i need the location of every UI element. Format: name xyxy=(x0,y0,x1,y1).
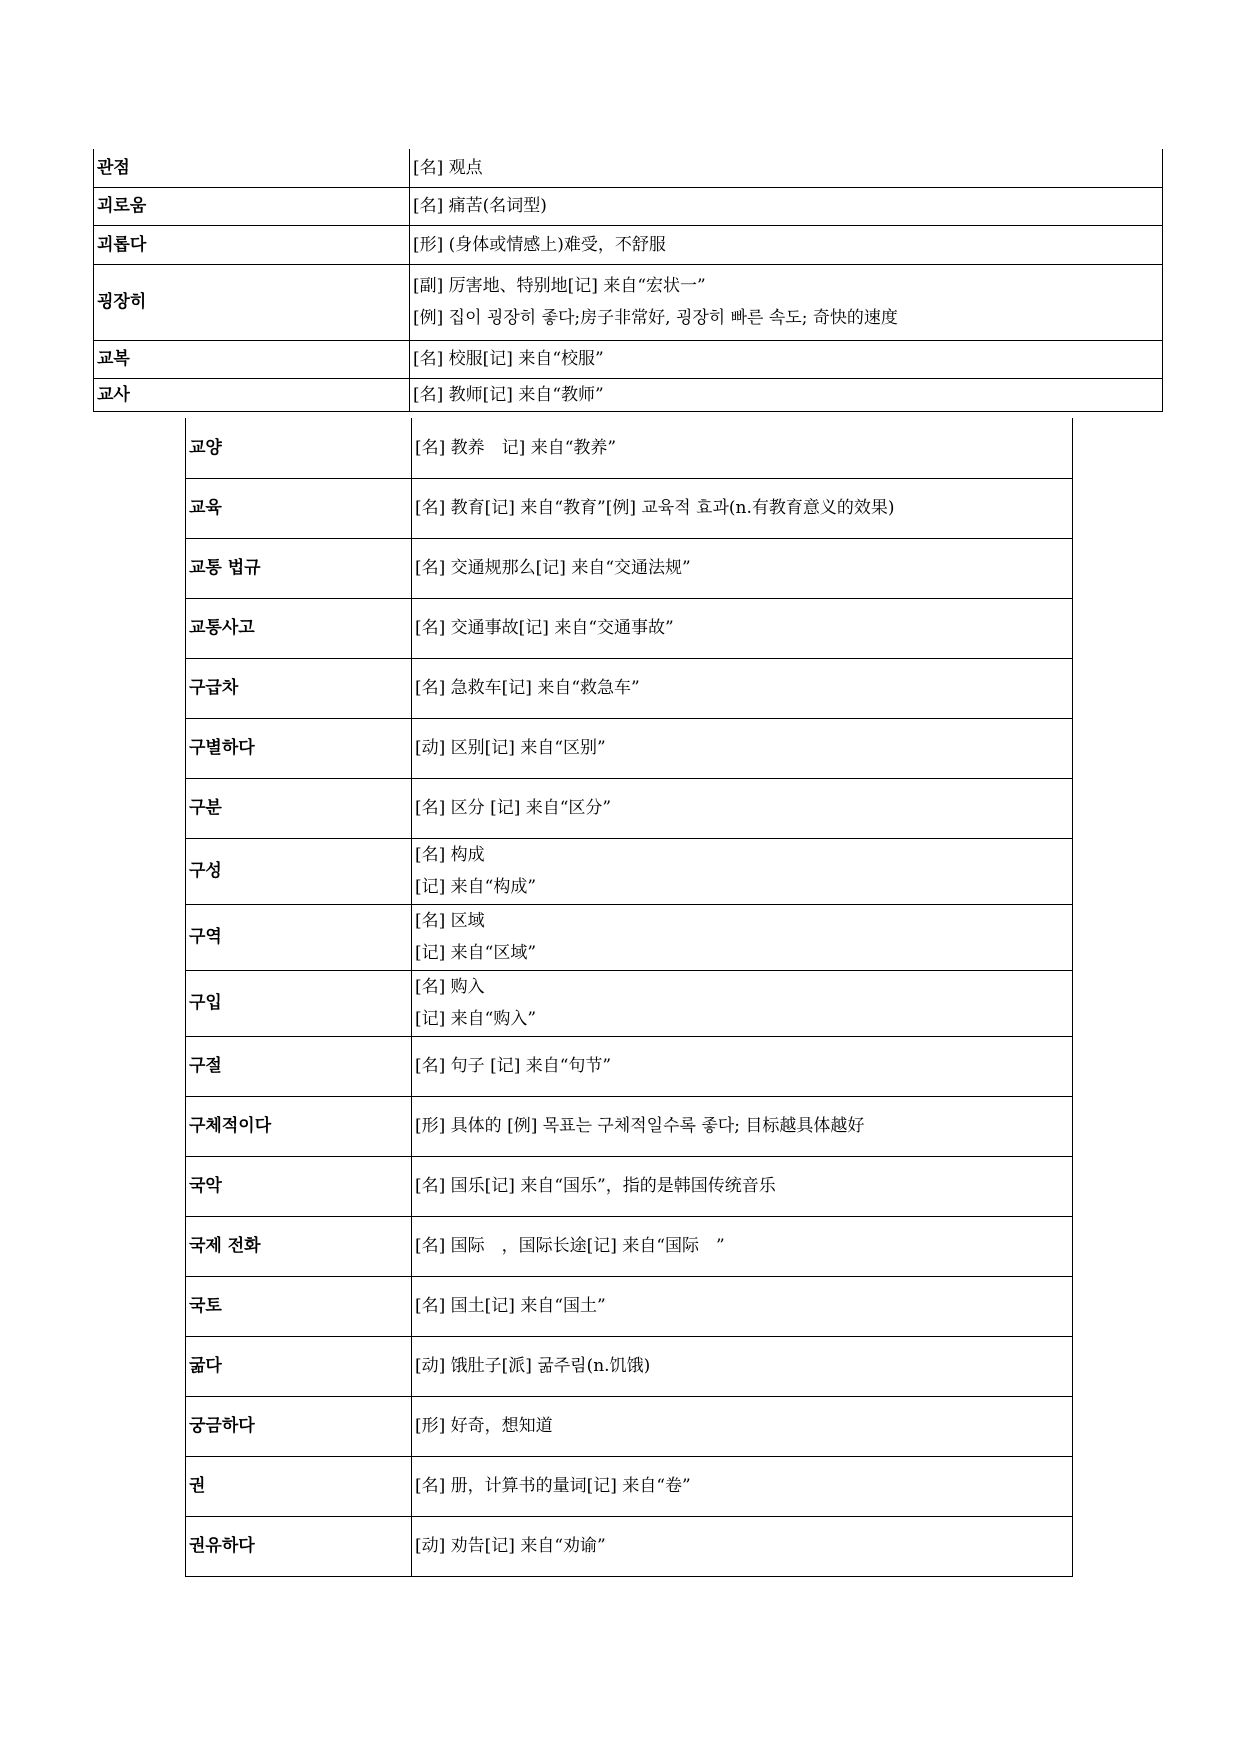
definition-line: [名] 观点 xyxy=(413,157,483,178)
table-row xyxy=(94,149,1163,187)
table-row xyxy=(94,187,1163,225)
definition-line: [名] 区域 xyxy=(415,911,485,931)
definition-line: [名] 教师[记] 来自“教师” xyxy=(413,384,604,405)
headword: 관점 xyxy=(94,149,410,187)
definition xyxy=(410,264,1163,340)
definition xyxy=(412,970,1073,1036)
headword: 교양 xyxy=(186,418,412,478)
definition-line: [名] 购入 xyxy=(415,977,485,997)
definition xyxy=(412,1396,1073,1456)
definition-line: [记] 来自“区域” xyxy=(415,943,537,963)
definition xyxy=(412,418,1073,478)
headword: 구역 xyxy=(186,904,412,970)
definition-line: [形] 好奇，想知道 xyxy=(415,1416,553,1436)
table-row xyxy=(94,378,1163,411)
definition xyxy=(412,1336,1073,1396)
definition xyxy=(412,1456,1073,1516)
definition xyxy=(412,1156,1073,1216)
table-row xyxy=(186,418,1073,478)
vocab-table-bottom xyxy=(185,418,1073,1577)
table-row xyxy=(186,1036,1073,1096)
headword: 구별하다 xyxy=(186,718,412,778)
table-row xyxy=(186,1396,1073,1456)
definition-line: [记] 来自“构成” xyxy=(415,877,537,897)
definition-line: [名] 教育[记] 来自“教育”[例] 교육적 효과(n.有教育意义的效果) xyxy=(415,498,895,518)
definition xyxy=(412,838,1073,904)
definition xyxy=(412,598,1073,658)
definition-line: [名] 国际 ，国际长途[记] 来自“国际 ” xyxy=(415,1236,725,1256)
table-row xyxy=(94,340,1163,378)
definition-line: [名] 构成 xyxy=(415,845,485,865)
table-row xyxy=(186,718,1073,778)
definition-line: [动] 饿肚子[派] 굶주림(n.饥饿) xyxy=(415,1356,651,1376)
vocab-table-top xyxy=(93,149,1163,412)
definition-line: [名] 交通规那么[记] 来自“交通法规” xyxy=(415,558,691,578)
headword: 국토 xyxy=(186,1276,412,1336)
definition xyxy=(410,340,1163,378)
table-row xyxy=(186,1516,1073,1576)
definition-line: [名] 册，计算书的量词[记] 来自“卷” xyxy=(415,1476,691,1496)
headword: 권 xyxy=(186,1456,412,1516)
headword: 교통 법규 xyxy=(186,538,412,598)
definition-line: [名] 区分 [记] 来自“区分” xyxy=(415,798,612,818)
headword: 괴롭다 xyxy=(94,225,410,264)
definition xyxy=(412,718,1073,778)
definition-line: [动] 劝告[记] 来自“劝谕” xyxy=(415,1536,606,1556)
definition xyxy=(412,904,1073,970)
definition xyxy=(412,658,1073,718)
headword: 궁금하다 xyxy=(186,1396,412,1456)
definition-line: [名] 国乐[记] 来自“国乐”，指的是韩国传统音乐 xyxy=(415,1176,776,1196)
definition-line: [例] 집이 굉장히 좋다;房子非常好, 굉장히 빠른 속도; 奇快的速度 xyxy=(413,308,898,328)
definition xyxy=(410,187,1163,225)
table-row xyxy=(186,538,1073,598)
table-row xyxy=(186,838,1073,904)
definition-line: [名] 痛苦(名词型) xyxy=(413,196,547,216)
headword: 구분 xyxy=(186,778,412,838)
table-row xyxy=(186,1336,1073,1396)
table-row xyxy=(186,1456,1073,1516)
definition xyxy=(412,1216,1073,1276)
table-row xyxy=(186,970,1073,1036)
table-row xyxy=(186,778,1073,838)
definition xyxy=(410,149,1163,187)
table-row xyxy=(186,1276,1073,1336)
table-row xyxy=(94,264,1163,340)
definition-line: [名] 国土[记] 来自“国土” xyxy=(415,1296,606,1316)
headword: 구성 xyxy=(186,838,412,904)
headword: 국악 xyxy=(186,1156,412,1216)
headword: 국제 전화 xyxy=(186,1216,412,1276)
table-row xyxy=(186,658,1073,718)
definition-line: [名] 交通事故[记] 来自“交通事故” xyxy=(415,618,674,638)
headword: 괴로움 xyxy=(94,187,410,225)
headword: 교통사고 xyxy=(186,598,412,658)
table-row xyxy=(186,904,1073,970)
headword: 구절 xyxy=(186,1036,412,1096)
definition xyxy=(410,225,1163,264)
headword: 굉장히 xyxy=(94,264,410,340)
headword: 교복 xyxy=(94,340,410,378)
table-row xyxy=(186,478,1073,538)
definition xyxy=(412,1276,1073,1336)
definition-line: [名] 校服[记] 来自“校服” xyxy=(413,349,604,369)
table-row xyxy=(94,225,1163,264)
definition-line: [记] 来自“购入” xyxy=(415,1009,537,1029)
definition xyxy=(410,378,1163,411)
table-row xyxy=(186,1096,1073,1156)
definition-line: [名] 急救车[记] 来自“救急车” xyxy=(415,678,640,698)
definition-line: [形] 具体的 [例] 목표는 구체적일수록 좋다; 目标越具体越好 xyxy=(415,1116,865,1136)
table-row xyxy=(186,598,1073,658)
definition xyxy=(412,1036,1073,1096)
definition-line: [名] 教养 记] 来自“教养” xyxy=(415,437,617,458)
table-row xyxy=(186,1216,1073,1276)
definition xyxy=(412,478,1073,538)
definition xyxy=(412,538,1073,598)
definition-line: [动] 区别[记] 来自“区别” xyxy=(415,738,606,758)
definition xyxy=(412,1096,1073,1156)
definition-line: [名] 句子 [记] 来自“句节” xyxy=(415,1056,612,1076)
headword: 구체적이다 xyxy=(186,1096,412,1156)
definition-line: [副] 厉害地、特别地[记] 来自“宏状一” xyxy=(413,276,706,296)
headword: 굶다 xyxy=(186,1336,412,1396)
definition xyxy=(412,1516,1073,1576)
headword: 교사 xyxy=(94,378,410,411)
headword: 구입 xyxy=(186,970,412,1036)
headword: 구급차 xyxy=(186,658,412,718)
definition xyxy=(412,778,1073,838)
table-row xyxy=(186,1156,1073,1216)
headword: 교육 xyxy=(186,478,412,538)
definition-line: [形] (身体或情感上)难受，不舒服 xyxy=(413,234,666,255)
headword: 권유하다 xyxy=(186,1516,412,1576)
